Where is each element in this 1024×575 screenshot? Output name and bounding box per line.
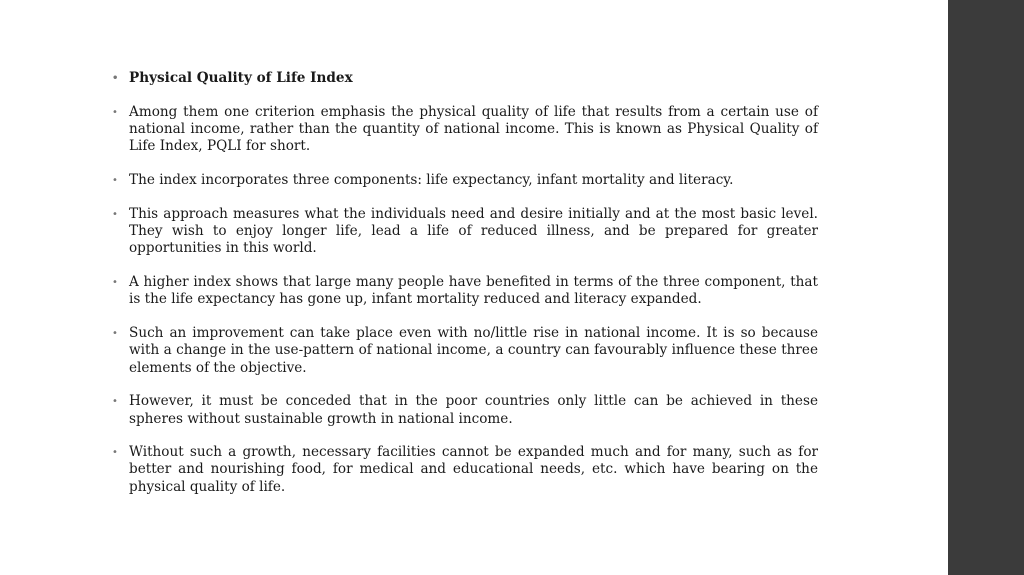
bullet-text: Physical Quality of Life Index bbox=[129, 70, 353, 86]
bullet-icon: • bbox=[112, 106, 118, 118]
bullet-text: Among them one criterion emphasis the physical quality of life that results from a certain use of national income, rather than the quantity of national income. This is known as Physical Quality of Life Index, PQLI for short. bbox=[129, 103, 818, 155]
bullet-text: Such an improvement can take place even with no/little rise in national income. It is so because with a change in the use-pattern of national income, a country can favourably influence these three elements of the objective. bbox=[129, 324, 818, 376]
bullet-item bbox=[112, 325, 818, 377]
bullet-icon: • bbox=[112, 208, 118, 220]
bullet-item bbox=[112, 206, 818, 258]
bullet-icon: • bbox=[112, 276, 118, 288]
bullet-icon: • bbox=[112, 396, 118, 408]
bullet-text: This approach measures what the individuals need and desire initially and at the most basic level. They wish to enjoy longer life, lead a life of reduced illness, and be prepared for greater opportunities in this world. bbox=[129, 205, 818, 257]
bullet-list bbox=[112, 70, 818, 496]
bullet-item bbox=[112, 274, 818, 309]
bullet-text: However, it must be conceded that in the poor countries only little can be achieved in these spheres without sustainable growth in national income. bbox=[129, 393, 818, 427]
bullet-icon: • bbox=[112, 327, 118, 339]
bullet-item bbox=[112, 104, 818, 156]
slide-content bbox=[112, 70, 818, 512]
right-sidebar-bar bbox=[948, 0, 1024, 575]
bullet-icon: • bbox=[112, 73, 119, 84]
bullet-item bbox=[112, 172, 818, 189]
bullet-item bbox=[112, 444, 818, 496]
bullet-item bbox=[112, 393, 818, 428]
bullet-text: A higher index shows that large many people have benefited in terms of the three component, that is the life expectancy has gone up, infant mortality reduced and literacy expanded. bbox=[129, 273, 818, 308]
bullet-icon: • bbox=[112, 447, 118, 459]
bullet-icon: • bbox=[112, 174, 118, 186]
bullet-text: The index incorporates three components: life expectancy, infant mortality and literacy. bbox=[129, 171, 734, 188]
bullet-text: Without such a growth, necessary facilities cannot be expanded much and for many, such as for better and nourishing food, for medical and educational needs, etc. which have bearing on the physical quality of life. bbox=[129, 444, 818, 495]
bullet-heading bbox=[112, 70, 818, 87]
